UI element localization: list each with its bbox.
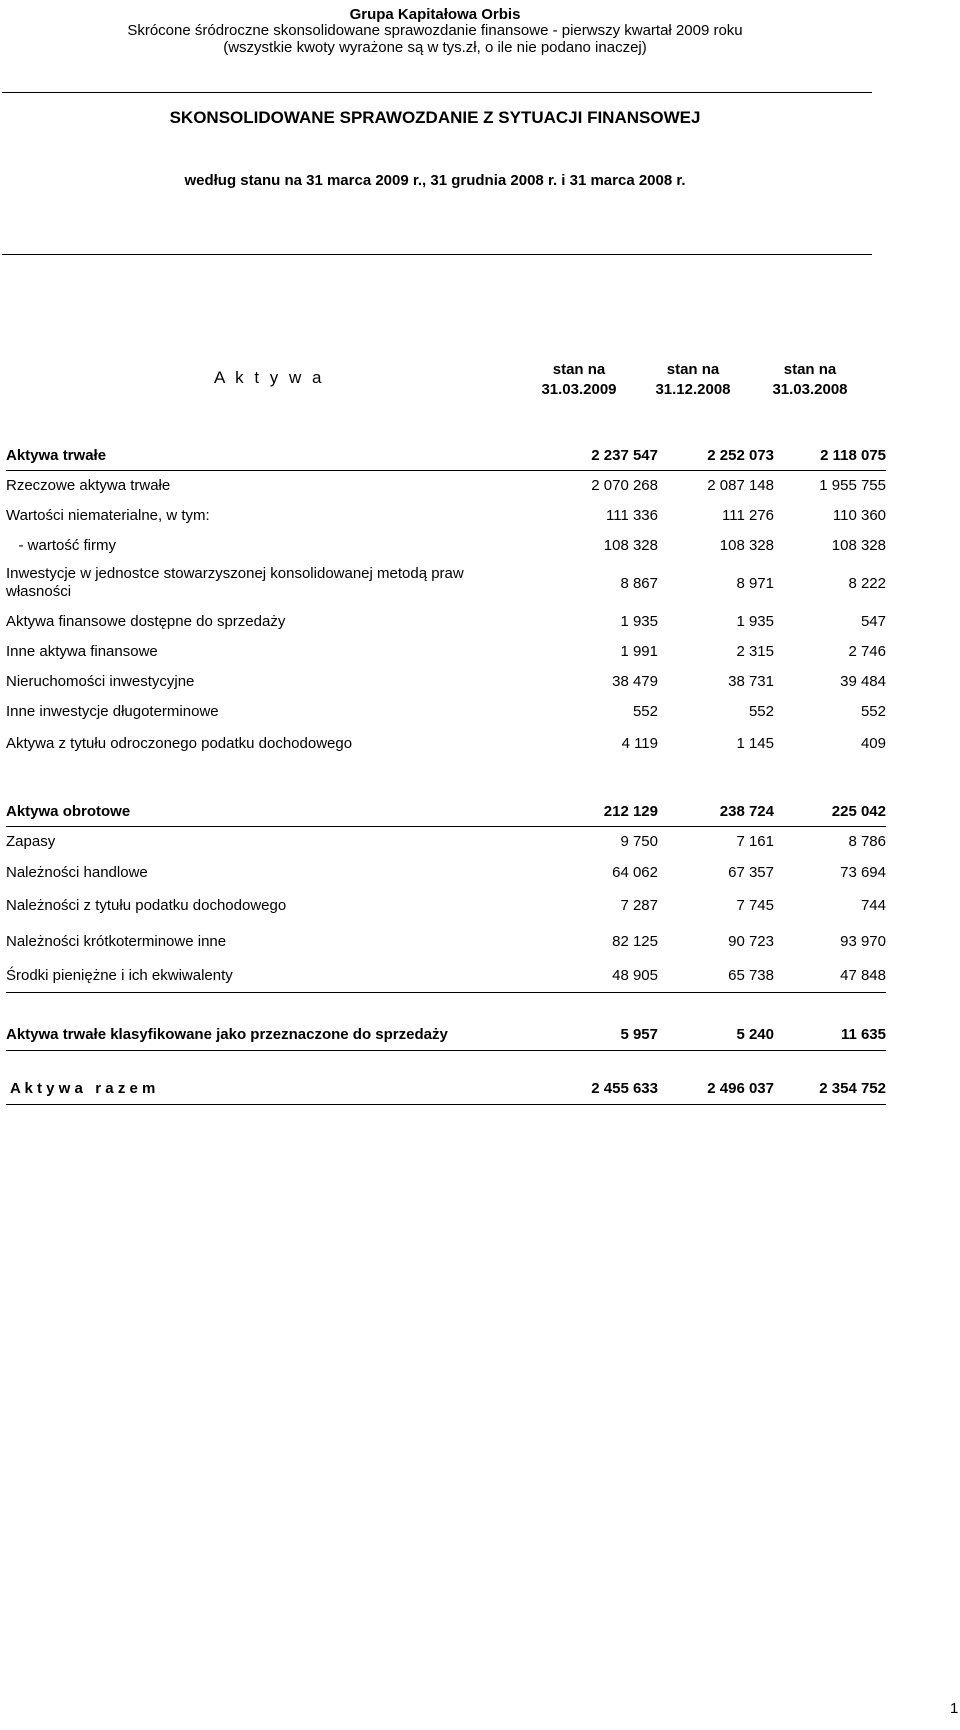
column-header-line: stan na: [783, 361, 837, 378]
row-label: Rzeczowe aktywa trwałe: [6, 476, 171, 494]
value-2008-03: 547: [860, 612, 886, 630]
row-label: - wartość firmy: [6, 536, 117, 554]
value-2008-03: 108 328: [831, 536, 886, 554]
row-label: Aktywa trwałe: [6, 442, 550, 470]
column-header-2008-03: [760, 360, 860, 400]
table-row: [6, 696, 886, 726]
table-row: [6, 922, 886, 960]
value-2008-12: 2 252 073: [658, 442, 774, 470]
table-row: [6, 856, 886, 888]
value-2008-12: 67 357: [728, 863, 774, 881]
table-row: [6, 826, 886, 856]
value-2008-03: 2 118 075: [774, 442, 886, 470]
value-2008-12: 2 496 037: [658, 1074, 774, 1104]
table-row: [6, 960, 886, 992]
row-label: A k t y w a r a z e m: [6, 1074, 550, 1104]
row-label: Wartości niematerialne, w tym:: [6, 506, 210, 524]
column-header-date: 31.12.2008: [655, 381, 731, 398]
row-label: Aktywa z tytułu odroczonego podatku dochodowego: [6, 734, 353, 752]
row-label: Środki pieniężne i ich ekwiwalenty: [6, 960, 550, 992]
table-row: [6, 636, 886, 666]
value-2008-12: 238 724: [658, 798, 774, 826]
value-2008-12: 108 328: [719, 536, 774, 554]
table-row: [6, 726, 886, 760]
column-header-2008-12: [643, 360, 743, 400]
value-2009-03: 1 991: [620, 642, 658, 660]
value-2008-12: 2 315: [736, 642, 774, 660]
value-2008-12: 38 731: [728, 672, 774, 690]
value-2008-12: 2 087 148: [707, 476, 774, 494]
value-2008-03: 8 786: [848, 832, 886, 850]
row-label: Aktywa finansowe dostępne do sprzedaży: [6, 612, 286, 630]
row-label: Nieruchomości inwestycyjne: [6, 672, 195, 690]
column-header-date: 31.03.2008: [772, 381, 848, 398]
row-label: Należności handlowe: [6, 863, 148, 881]
value-2009-03: 552: [632, 702, 658, 720]
row-label: Zapasy: [6, 832, 56, 850]
table-row-total-assets: [6, 1074, 886, 1104]
value-2008-12: 90 723: [728, 932, 774, 950]
value-2008-12: 1 145: [736, 734, 774, 752]
table-row: [6, 666, 886, 696]
column-header-line: stan na: [552, 361, 606, 378]
value-2008-12: 65 738: [658, 960, 774, 992]
value-2009-03: 2 455 633: [550, 1074, 658, 1104]
value-2009-03: 38 479: [612, 672, 658, 690]
value-2009-03: 2 070 268: [591, 476, 658, 494]
table-row: [6, 500, 886, 530]
value-2009-03: 108 328: [603, 536, 658, 554]
row-label: Należności z tytułu podatku dochodowego: [6, 896, 287, 914]
value-2008-03: 409: [860, 734, 886, 752]
value-2008-03: 47 848: [774, 960, 886, 992]
row-label: Inwestycje w jednostce stowarzyszonej konsolidowanej metodą praw własności: [6, 565, 464, 600]
value-2008-12: 552: [748, 702, 774, 720]
divider-bottom: [2, 254, 872, 255]
value-2009-03: 2 237 547: [550, 442, 658, 470]
value-2008-12: 8 971: [736, 574, 774, 592]
value-2008-03: 2 354 752: [774, 1074, 886, 1104]
row-label: Należności krótkoterminowe inne: [6, 932, 227, 950]
value-2009-03: 64 062: [612, 863, 658, 881]
value-2008-03: 1 955 755: [819, 476, 886, 494]
value-2008-03: 11 635: [774, 1020, 886, 1050]
column-header-line: stan na: [666, 361, 720, 378]
table-row: [6, 560, 886, 606]
value-2009-03: 48 905: [550, 960, 658, 992]
value-2009-03: 4 119: [621, 734, 658, 752]
value-2009-03: 82 125: [612, 932, 658, 950]
spacer-row: [6, 760, 886, 798]
value-2008-03: 110 360: [832, 506, 886, 524]
value-2008-03: 744: [860, 896, 886, 914]
statement-dates: według stanu na 31 marca 2009 r., 31 grudnia 2008 r. i 31 marca 2008 r.: [184, 172, 686, 189]
value-2008-03: 39 484: [840, 672, 886, 690]
assets-heading: A k t y w a: [214, 368, 325, 387]
divider-top: [2, 92, 872, 93]
value-2009-03: 7 287: [620, 896, 658, 914]
page-number: 1: [950, 1700, 959, 1717]
currency-note: (wszystkie kwoty wyrażone są w tys.zł, o ile nie podano inaczej): [223, 39, 647, 56]
value-2008-03: 2 746: [848, 642, 886, 660]
statement-title: SKONSOLIDOWANE SPRAWOZDANIE Z SYTUACJI FINANSOWEJ: [169, 108, 701, 127]
row-label: Aktywa obrotowe: [6, 798, 550, 826]
value-2009-03: 5 957: [550, 1020, 658, 1050]
value-2008-12: 111 276: [722, 506, 774, 524]
value-2009-03: 1 935: [620, 612, 658, 630]
value-2009-03: 8 867: [620, 574, 658, 592]
value-2008-03: 225 042: [774, 798, 886, 826]
value-2008-12: 7 745: [736, 896, 774, 914]
table-row-aktywa-obrotowe: [6, 798, 886, 826]
report-subtitle: Skrócone śródroczne skonsolidowane sprawozdanie finansowe - pierwszy kwartał 2009 roku: [127, 22, 743, 39]
value-2008-12: 7 161: [736, 832, 774, 850]
value-2008-03: 93 970: [840, 932, 886, 950]
table-row: [6, 470, 886, 500]
assets-table: [6, 442, 886, 1105]
row-label: Inne aktywa finansowe: [6, 642, 158, 660]
column-header-2009-03: [529, 360, 629, 400]
table-row: [6, 530, 886, 560]
value-2008-03: 552: [860, 702, 886, 720]
value-2008-12: 1 935: [736, 612, 774, 630]
table-row: [6, 888, 886, 922]
column-header-date: 31.03.2009: [541, 381, 617, 398]
spacer-row: [6, 992, 886, 1020]
value-2008-03: 73 694: [840, 863, 886, 881]
value-2009-03: 111 336: [606, 506, 658, 524]
spacer-row: [6, 1050, 886, 1074]
row-label: Aktywa trwałe klasyfikowane jako przeznaczone do sprzedaży: [6, 1020, 550, 1050]
value-2008-03: 8 222: [848, 574, 886, 592]
table-row-held-for-sale: [6, 1020, 886, 1050]
table-row: [6, 606, 886, 636]
value-2009-03: 9 750: [620, 832, 658, 850]
value-2008-12: 5 240: [658, 1020, 774, 1050]
table-row-aktywa-trwale: [6, 442, 886, 470]
company-name: Grupa Kapitałowa Orbis: [349, 6, 521, 23]
row-label: Inne inwestycje długoterminowe: [6, 702, 219, 720]
value-2009-03: 212 129: [550, 798, 658, 826]
